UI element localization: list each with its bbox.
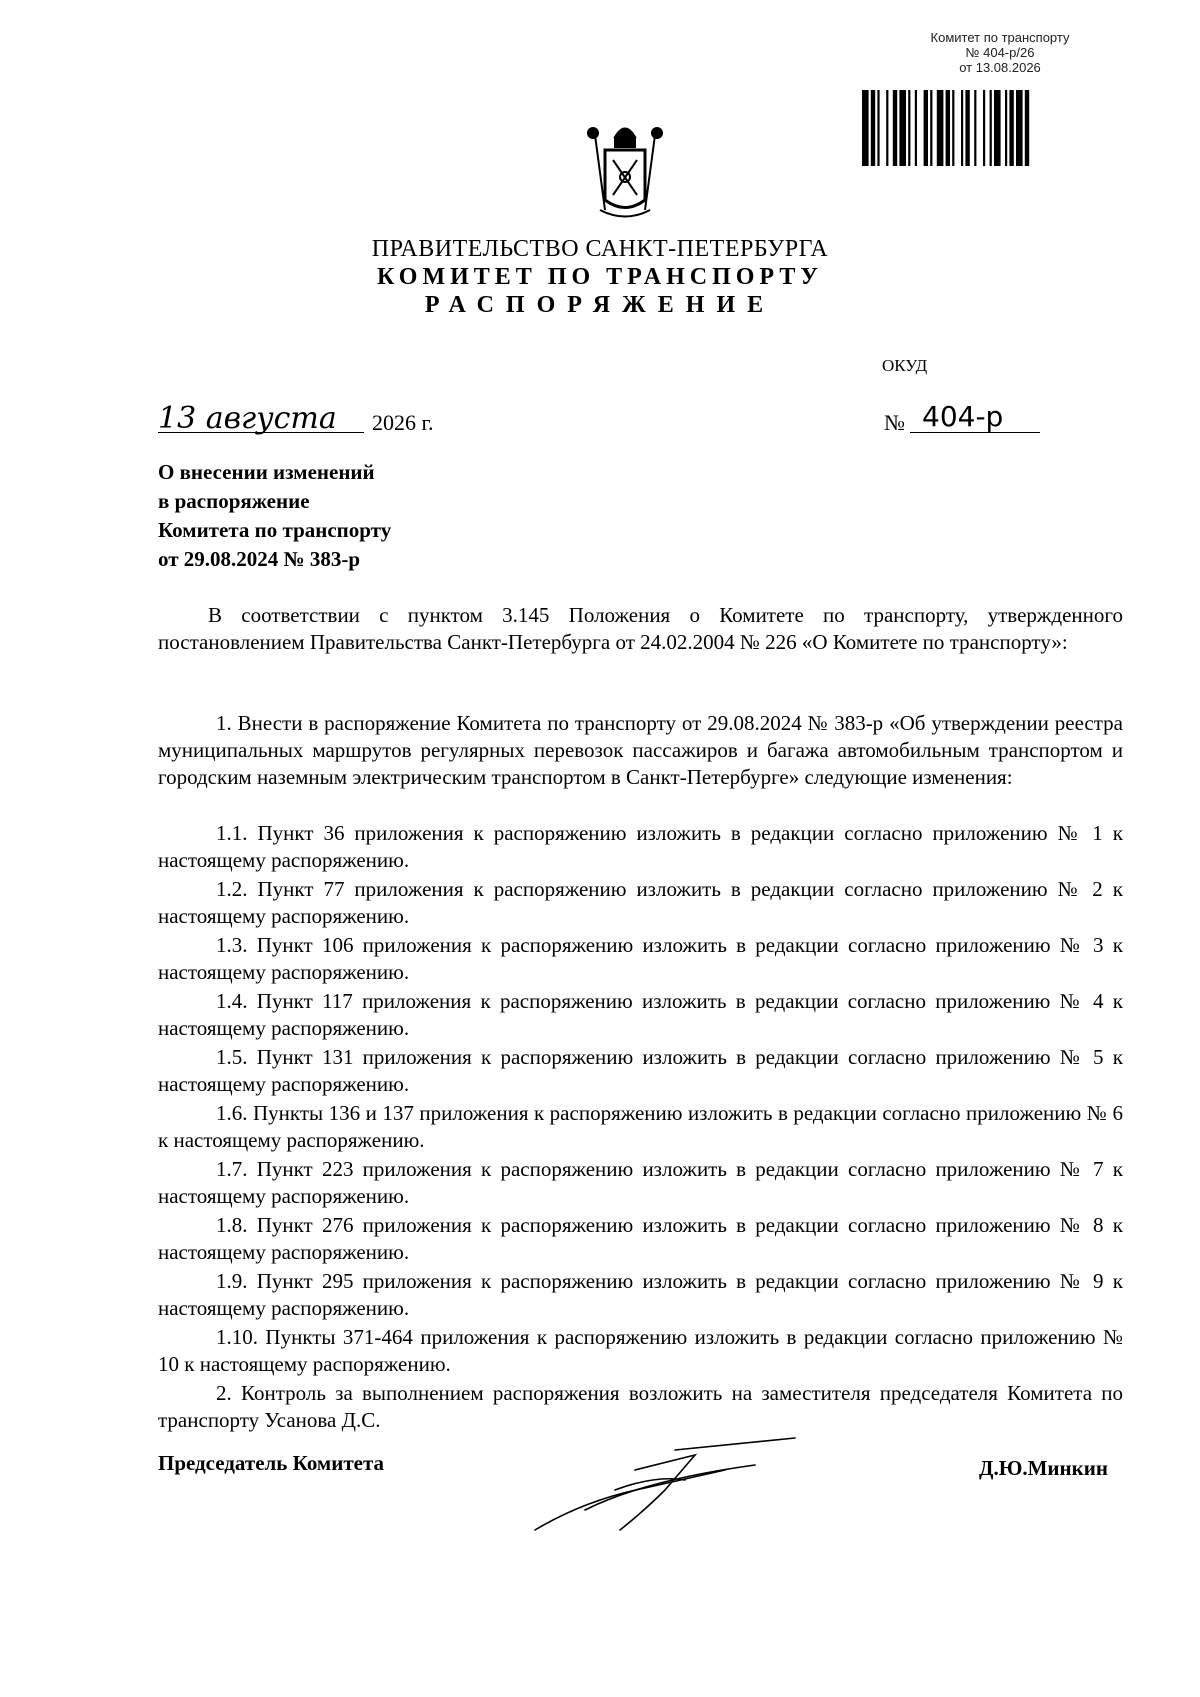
registration-stamp <box>880 30 1120 75</box>
document-subject <box>158 458 391 574</box>
subject-line: О внесении изменений <box>158 460 375 484</box>
list-item: 1.4. Пункт 117 приложения к распоряжению изложить в редакции согласно приложению № 4 к настоящему распоряжению. <box>158 989 1123 1040</box>
items-list <box>158 820 1123 1436</box>
handwritten-date <box>158 390 368 450</box>
number-underline <box>910 432 1040 433</box>
government-title: ПРАВИТЕЛЬСТВО САНКТ-ПЕТЕРБУРГА <box>371 236 829 262</box>
stamp-line-3: от 13.08.2026 <box>959 60 1041 75</box>
document-type: РАСПОРЯЖЕНИЕ <box>424 292 776 318</box>
date-hand-text: 13 августа <box>158 401 337 436</box>
committee-title: КОМИТЕТ ПО ТРАНСПОРТУ <box>377 264 823 290</box>
list-item: 1.8. Пункт 276 приложения к распоряжению изложить в редакции согласно приложению № 8 к настоящему распоряжению. <box>158 1213 1123 1264</box>
subject-line: в распоряжение <box>158 489 310 513</box>
list-item: 1.2. Пункт 77 приложения к распоряжению изложить в редакции согласно приложению № 2 к настоящему распоряжению. <box>158 877 1123 928</box>
list-item: 1.3. Пункт 106 приложения к распоряжению изложить в редакции согласно приложению № 3 к настоящему распоряжению. <box>158 933 1123 984</box>
coat-of-arms-icon <box>575 115 675 225</box>
date-year: 2026 г. <box>372 410 434 435</box>
list-item: 1.5. Пункт 131 приложения к распоряжению изложить в редакции согласно приложению № 5 к настоящему распоряжению. <box>158 1045 1123 1096</box>
date-underline <box>158 432 364 433</box>
signer-name: Д.Ю.Минкин <box>979 1456 1108 1480</box>
number-hand-text: 404-р <box>922 400 1004 433</box>
list-item: 1.6. Пункты 136 и 137 приложения к распоряжению изложить в редакции согласно приложению № 6 к настоящему распоряжению. <box>158 1101 1123 1152</box>
list-item: 1.9. Пункт 295 приложения к распоряжению изложить в редакции согласно приложению № 9 к настоящему распоряжению. <box>158 1269 1123 1320</box>
signer-title: Председатель Комитета <box>158 1451 385 1475</box>
number-sign: № <box>884 410 905 435</box>
handwritten-number <box>914 390 1034 450</box>
subject-line: Комитета по транспорту <box>158 518 392 542</box>
list-item: 2. Контроль за выполнением распоряжения возложить на заместителя председателя Комитета по транспорту Усанова Д.С. <box>158 1381 1123 1432</box>
list-item: 1.1. Пункт 36 приложения к распоряжению изложить в редакции согласно приложению № 1 к настоящему распоряжению. <box>158 821 1123 872</box>
stamp-line-1: Комитет по транспорту <box>930 30 1070 45</box>
main-clause: 1. Внести в распоряжение Комитета по транспорту от 29.08.2024 № 383-р «Об утверждении реестра муниципальных маршрутов регулярных перевозок пассажиров и багажа автомобильным транспортом и городским наземным электрическим транспортом в Санкт-Петербурге» следующие изменения: <box>158 711 1123 789</box>
stamp-line-2: № 404-р/26 <box>965 45 1035 60</box>
subject-line: от 29.08.2024 № 383-р <box>158 547 361 571</box>
signature-icon <box>525 1430 805 1540</box>
list-item: 1.7. Пункт 223 приложения к распоряжению изложить в редакции согласно приложению № 7 к настоящему распоряжению. <box>158 1157 1123 1208</box>
intro-paragraph: В соответствии с пунктом 3.145 Положения о Комитете по транспорту, утвержденного постановлением Правительства Санкт-Петербурга от 24.02.2004 № 226 «О Комитете по транспорту»: <box>158 603 1123 654</box>
list-item: 1.10. Пункты 371-464 приложения к распоряжению изложить в редакции согласно приложению № 10 к настоящему распоряжению. <box>158 1325 1123 1376</box>
okud-label: ОКУД <box>882 356 928 375</box>
barcode-icon <box>860 88 1160 170</box>
